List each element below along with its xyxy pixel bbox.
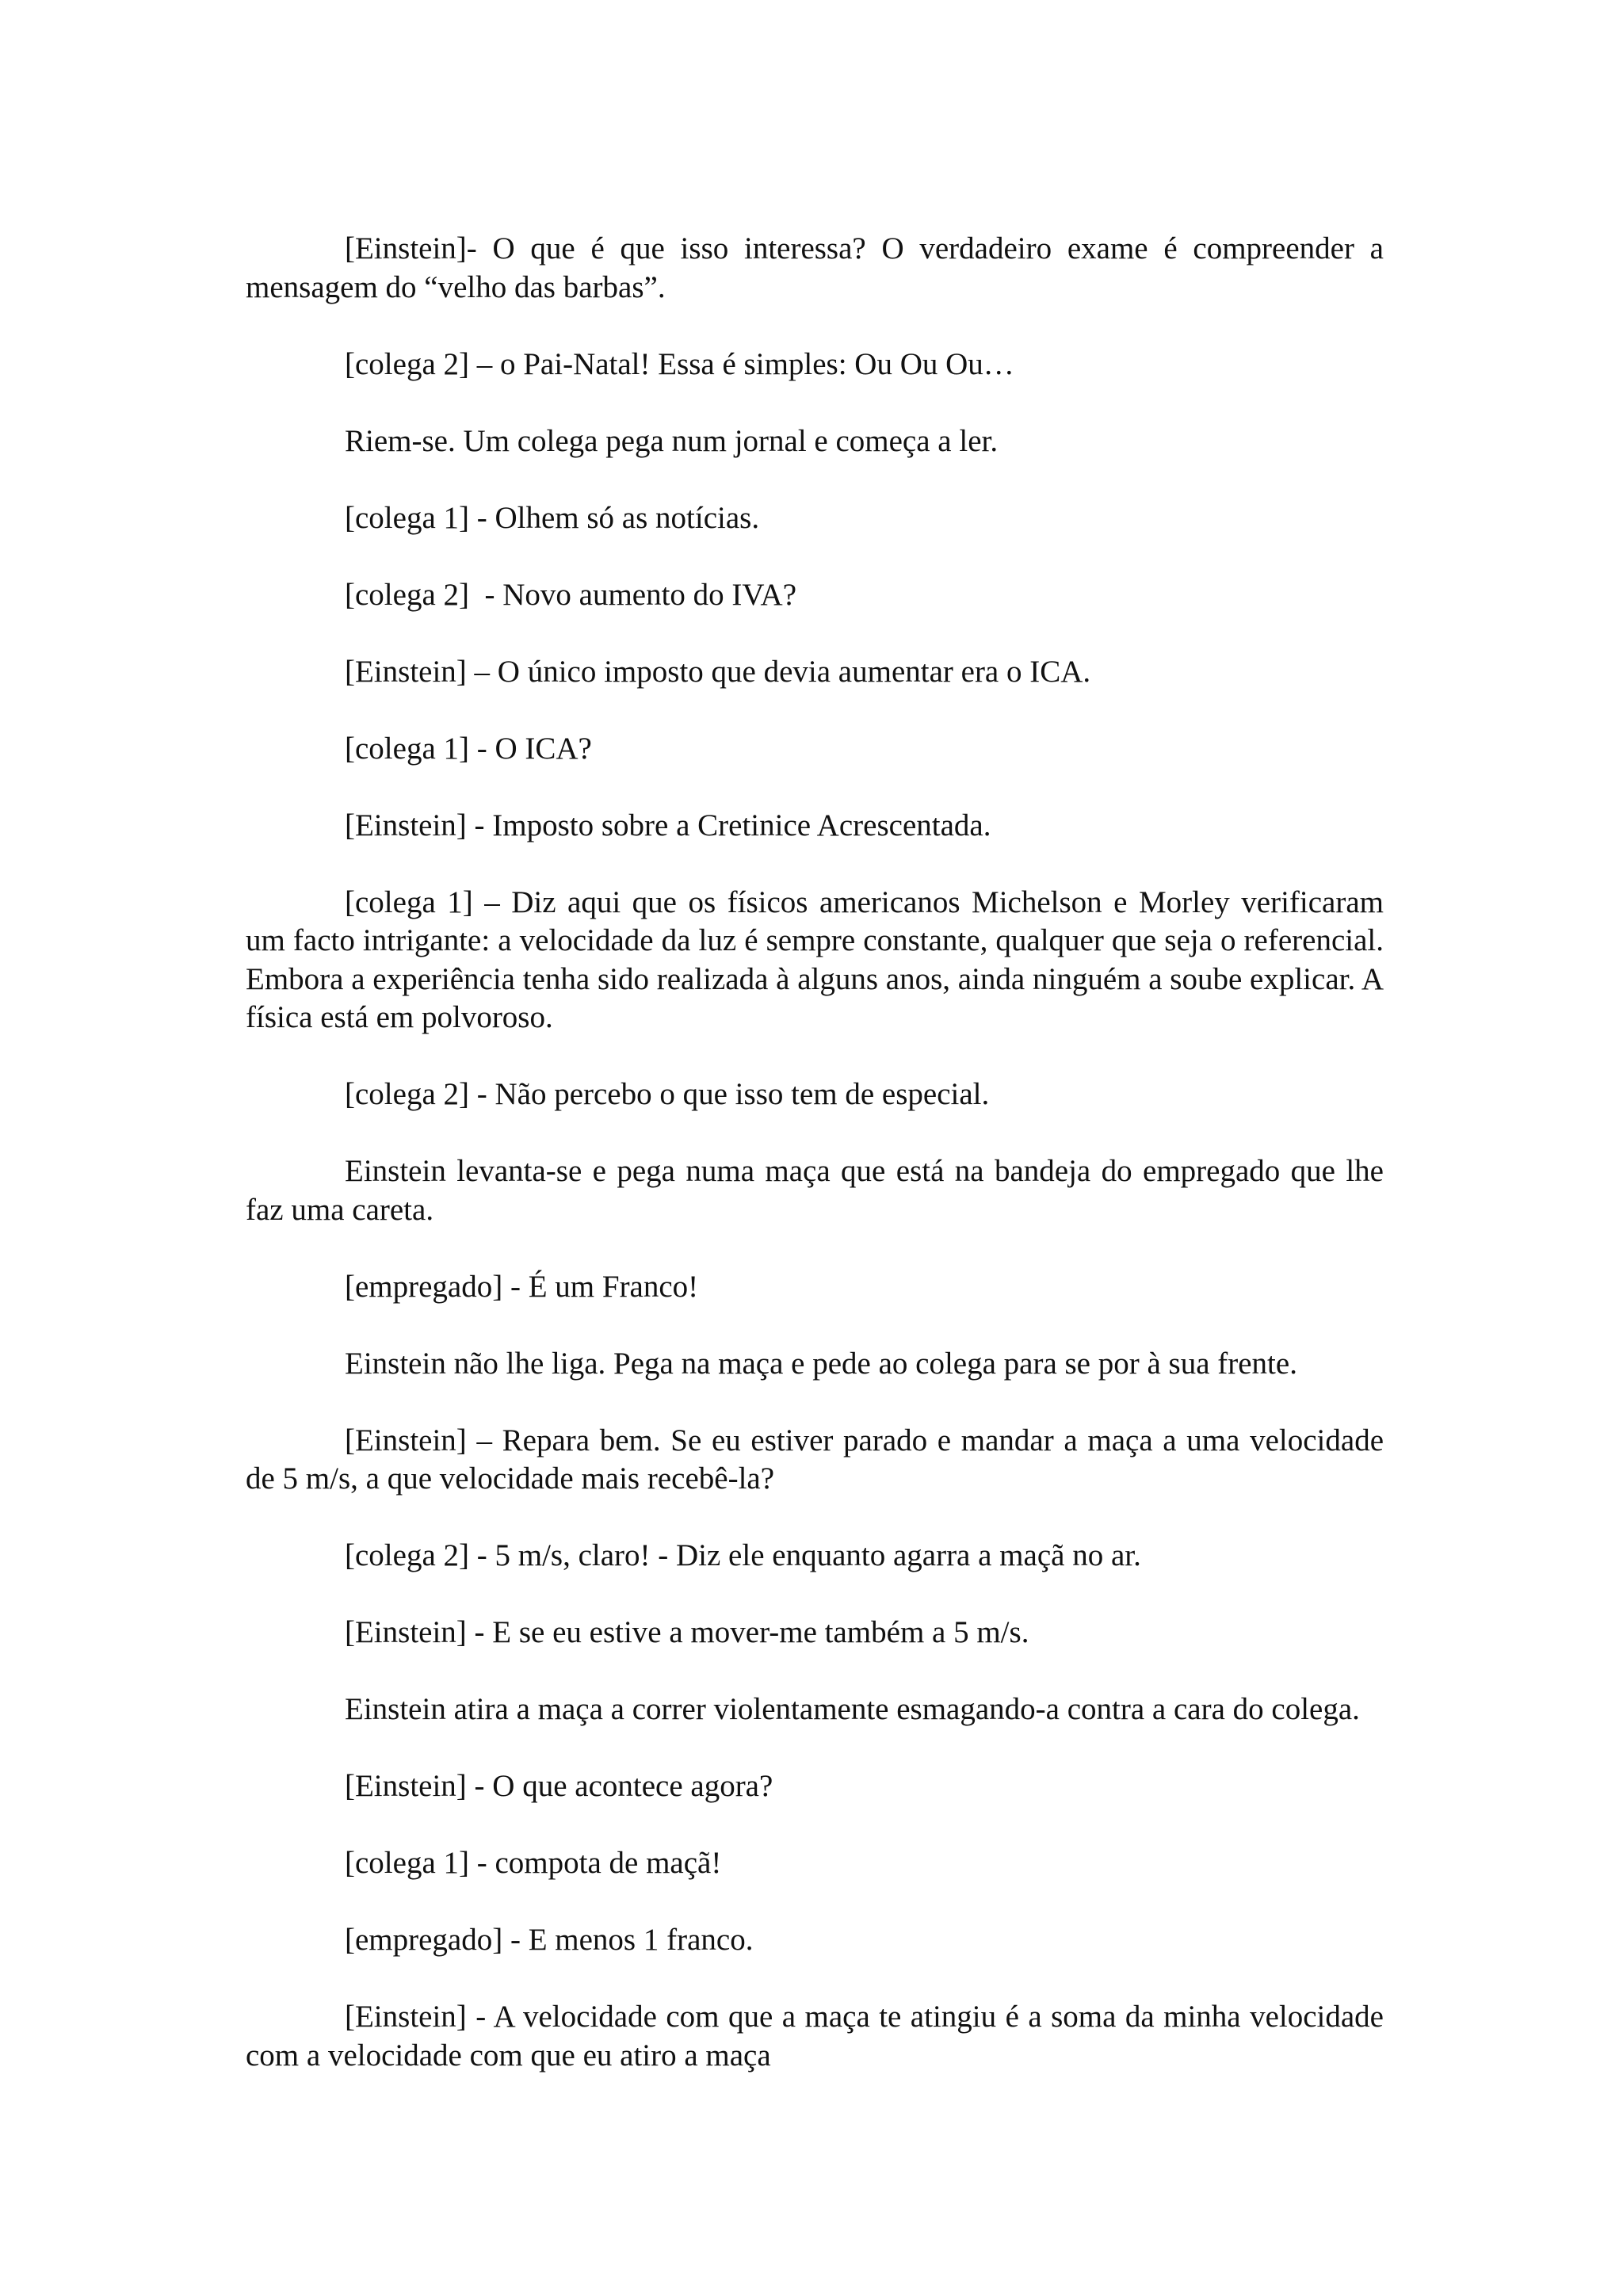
paragraph-20: [empregado] - E menos 1 franco. bbox=[345, 1923, 754, 1957]
paragraph-4: [colega 1] - Olhem só as notícias. bbox=[345, 500, 760, 535]
paragraph-5: [colega 2] - Novo aumento do IVA? bbox=[345, 577, 797, 612]
paragraph-19: [colega 1] - compota de maçã! bbox=[345, 1846, 722, 1880]
paragraph-14: [Einstein] – Repara bem. Se eu estiver parado e mandar a maça a uma velocidade de 5 m/s, a que velocidade mais recebê-la? bbox=[246, 1423, 1384, 1496]
paragraph-7: [colega 1] - O ICA? bbox=[345, 731, 592, 766]
paragraph-12: [empregado] - É um Franco! bbox=[345, 1269, 699, 1304]
paragraph-15: [colega 2] - 5 m/s, claro! - Diz ele enquanto agarra a maçã no ar. bbox=[345, 1538, 1141, 1572]
document-body bbox=[246, 230, 1384, 2114]
paragraph-11: Einstein levanta-se e pega numa maça que está na bandeja do empregado que lhe faz uma careta. bbox=[246, 1154, 1384, 1227]
paragraph-21: [Einstein] - A velocidade com que a maça te atingiu é a soma da minha velocidade com a velocidade com que eu atiro a maça bbox=[246, 2000, 1384, 2073]
paragraph-17: Einstein atira a maça a correr violentamente esmagando-a contra a cara do colega. bbox=[345, 1692, 1360, 1726]
paragraph-9: [colega 1] – Diz aqui que os físicos americanos Michelson e Morley verificaram um facto intrigante: a velocidade da luz é sempre constante, qualquer que seja o referencial. Embora a experiência tenha sido realizada à alguns anos, ainda ninguém a soube explicar. A física está em polvoroso. bbox=[246, 884, 1384, 1034]
paragraph-8: [Einstein] - Imposto sobre a Cretinice Acrescentada. bbox=[345, 808, 991, 842]
paragraph-16: [Einstein] - E se eu estive a mover-me também a 5 m/s. bbox=[345, 1615, 1029, 1649]
paragraph-18: [Einstein] - O que acontece agora? bbox=[345, 1769, 773, 1803]
paragraph-13: Einstein não lhe liga. Pega na maça e pede ao colega para se por à sua frente. bbox=[345, 1346, 1297, 1381]
paragraph-10: [colega 2] - Não percebo o que isso tem de especial. bbox=[345, 1077, 990, 1111]
paragraph-2: [colega 2] – o Pai-Natal! Essa é simples: Ou Ou Ou… bbox=[345, 346, 1014, 381]
paragraph-6: [Einstein] – O único imposto que devia aumentar era o ICA. bbox=[345, 654, 1091, 689]
paragraph-3: Riem-se. Um colega pega num jornal e começa a ler. bbox=[345, 423, 999, 458]
paragraph-1: [Einstein]- O que é que isso interessa? O verdadeiro exame é compreender a mensagem do “velho das barbas”. bbox=[246, 231, 1384, 304]
